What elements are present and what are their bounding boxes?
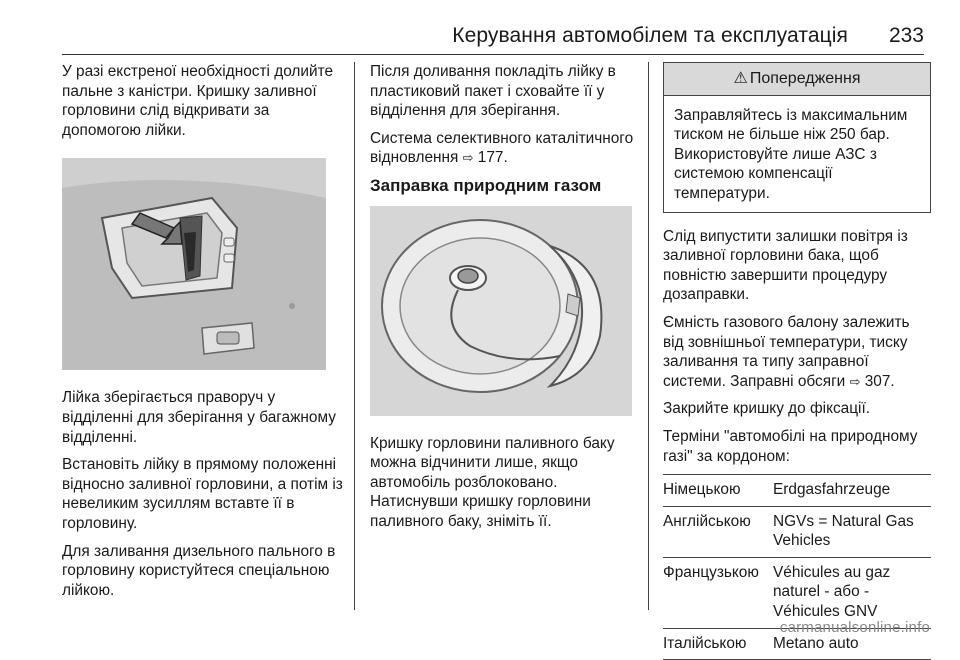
- trunk-funnel-illustration: [62, 158, 326, 370]
- column-3: [663, 62, 931, 660]
- term-value: Metano auto: [773, 634, 859, 652]
- column-2: [370, 62, 640, 540]
- paragraph-text: Ємність газового балону залежить від зовнішньої температури, тиску заливання та типу заправної системи. Заправні обсяги: [663, 313, 910, 390]
- column-divider: [354, 62, 355, 610]
- paragraph: Кришку горловини паливного баку можна відчинити лише, якщо автомобіль розблоковано. Натиснувши кришку горловини паливного баку, зніміть її.: [370, 434, 615, 530]
- paragraph: Встановіть лійку в прямому положенні відносно заливної горловини, а потім із невеликим зусиллям вставте її в горловину.: [62, 456, 343, 532]
- page-reference[interactable]: 307.: [864, 372, 895, 390]
- warning-header: [664, 63, 930, 96]
- page-header: [0, 0, 960, 56]
- term-language: Італійською: [663, 634, 747, 652]
- arrow-ref-icon: ⇨: [462, 150, 474, 166]
- table-row: [663, 557, 931, 628]
- warning-body: Заправляйтесь із максимальним тиском не більше ніж 250 бар. Використовуйте лише АЗС з системою компенсації температури.: [674, 106, 908, 202]
- term-value: Erdgasfahrzeuge: [773, 481, 891, 499]
- warning-box: [663, 62, 931, 213]
- paragraph: У разі екстреної необхідності долийте пальне з каністри. Кришку заливної горловини слід відкривати за допомогою лійки.: [62, 63, 334, 139]
- watermark: carmanualsonline.info: [779, 619, 930, 636]
- page-number: 233: [888, 24, 924, 47]
- paragraph: Лійка зберігається праворуч у відділенні для зберігання у багажному відділенні.: [62, 389, 336, 446]
- paragraph: Після доливання покладіть лійку в пластиковий пакет і сховайте її у відділення для зберігання.: [370, 63, 616, 120]
- paragraph-text: Система селективного каталітичного відновлення: [370, 129, 634, 167]
- term-language: Німецькою: [663, 481, 741, 499]
- trunk-compartment-image: [62, 158, 326, 370]
- header-rule: [62, 54, 924, 55]
- term-language: Французькою: [663, 563, 759, 581]
- warning-title: Попередження: [749, 70, 861, 87]
- arrow-ref-icon: ⇨: [849, 373, 861, 389]
- paragraph: Закрийте кришку до фіксації.: [663, 400, 871, 418]
- paragraph: Терміни "автомобілі на природному газі" за кордоном:: [663, 427, 918, 465]
- header-title: Керування автомобілем та експлуатація: [452, 24, 848, 47]
- warning-triangle-icon: ⚠: [733, 70, 748, 87]
- column-1: [62, 62, 344, 608]
- column-divider: [648, 62, 649, 610]
- paragraph: [663, 313, 931, 391]
- term-language: Англійською: [663, 512, 751, 530]
- paragraph: Слід випустити залишки повітря із заливної горловини бака, щоб повністю завершити процедуру дозаправки.: [663, 227, 908, 304]
- table-row: [663, 474, 931, 506]
- page-reference[interactable]: 177.: [477, 149, 508, 167]
- fuel-cap-illustration: [370, 206, 632, 416]
- term-value: NGVs = Natural Gas Vehicles: [773, 512, 914, 550]
- section-heading: Заправка природним газом: [370, 175, 602, 195]
- paragraph: [370, 129, 640, 168]
- paragraph: Для заливання дизельного пального в горловину користуйтеся спеціальною лійкою.: [62, 542, 336, 599]
- table-row: [663, 506, 931, 557]
- gas-filler-image: [370, 206, 632, 416]
- term-value: Véhicules au gaz naturel - або - Véhicules GNV: [773, 563, 891, 621]
